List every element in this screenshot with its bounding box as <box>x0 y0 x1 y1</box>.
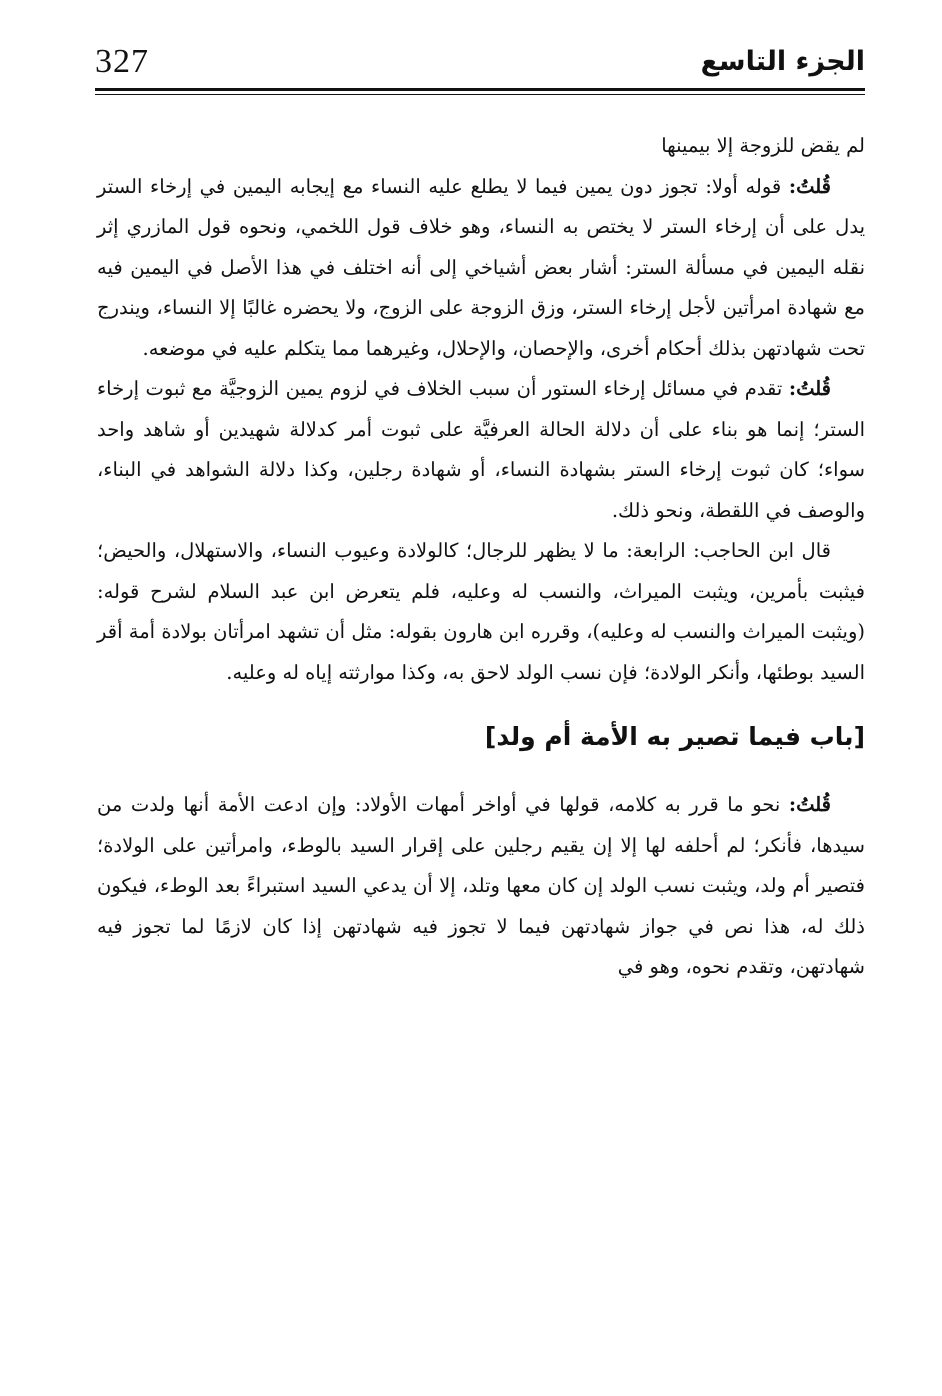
paragraph-3 <box>97 369 865 531</box>
paragraph-5-lead: قُلتُ: <box>788 793 831 816</box>
paragraph-3-body: تقدم في مسائل إرخاء الستور أن سبب الخلاف في لزوم يمين الزوجيَّة مع ثبوت إرخاء الستر؛ إنما هو بناء على أن دلالة الحالة العرفيَّة على ثبوت أمر كدلالة شهيدين أو شاهد واحد سواء؛ كان ثبوت إرخاء الستر بشهادة النساء، أو شهادة رجلين، وكذا دلالة الشواهد في البناء، والوصف في اللقطة، ونحو ذلك. <box>97 377 865 522</box>
running-title: الجزء التاسع <box>700 46 865 77</box>
main-text <box>97 126 865 988</box>
page-number: 327 <box>95 43 149 80</box>
paragraph-5 <box>97 785 865 988</box>
paragraph-2-lead: قُلتُ: <box>788 174 831 198</box>
section-title: [باب فيما تصير به الأمة أم ولد] <box>484 722 865 751</box>
header-rule-thin <box>95 94 865 95</box>
header-rule-thick <box>95 88 865 91</box>
paragraph-4: قال ابن الحاجب: الرابعة: ما لا يظهر للرجال؛ كالولادة وعيوب النساء، والاستهلال، والحيض؛ فيثبت بأمرين، ويثبت الميراث، والنسب له وعليه، فلم يتعرض ابن عبد السلام لشرح قوله: (ويثبت الميراث والنسب له وعليه)، وقرره ابن هارون بقوله: مثل أن تشهد امرأتان بولادة أمة أقر السيد بوطئها، وأنكر الولادة؛ فإن نسب الولد لاحق به، وكذا موارثته إياه له وعليه. <box>97 539 865 684</box>
paragraph-5-body: نحو ما قرر به كلامه، قولها في أواخر أمهات الأولاد: وإن ادعت الأمة أنها ولدت من سيدها، فأنكر؛ لم أحلفه لها إلا إن يقيم رجلين على إقرار السيد بالوطء، وامرأتين على الولادة؛ فتصير أم ولد، ويثبت نسب الولد إن كان معها وتلد، إلا أن يدعي السيد استبراءً بعد الوطء، فيكون ذلك له، هذا نص في جواز شهادتهن فيما لا تجوز فيه شهادتهن إذا كان لازمًا لما تجوز فيه شهادتهن، وتقدم نحوه، وهو في <box>97 793 865 978</box>
paragraph-1: لم يقض للزوجة إلا بيمينها <box>661 134 865 157</box>
paragraph-2-body: قوله أولا: تجوز دون يمين فيما لا يطلع عليه النساء مع إيجابه اليمين في إرخاء الستر يدل على أن إرخاء الستر لا يختص به النساء، وهو خلاف قول اللخمي، ونحوه قول المازري إثر نقله اليمين في مسألة الستر: أشار بعض أشياخي إلى أنه اختلف في هذا الأصل في اليمين فيه مع شهادة امرأتين لأجل إرخاء الستر، وزق الزوجة على الزوج، ولا يحضره غالبًا إلا النساء، ويندرج تحت شهادتهن بذلك أحكام أخرى، والإحصان، والإحلال، وغيرهما مما يتكلم عليه في موضعه. <box>97 174 865 360</box>
paragraph-2 <box>97 167 865 370</box>
paragraph-3-lead: قُلتُ: <box>788 377 831 400</box>
page-header <box>95 40 865 96</box>
